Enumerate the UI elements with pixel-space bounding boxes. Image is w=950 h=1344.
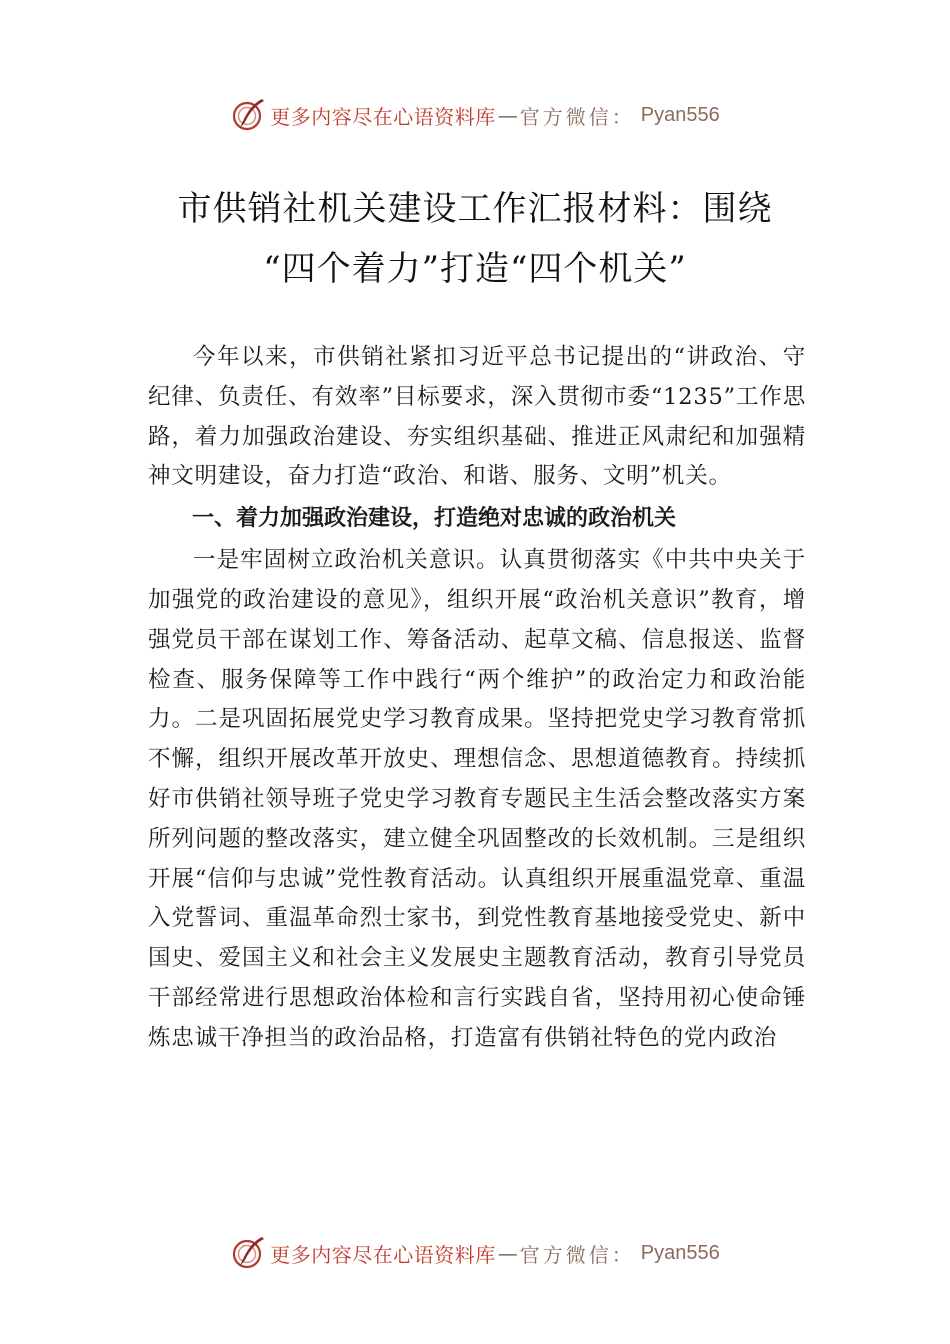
watermark-account: Pyan556 [640, 103, 720, 126]
document-title-line1: 市供销社机关建设工作汇报材料：围绕 [177, 189, 773, 229]
watermark-banner-top [0, 95, 950, 135]
section1-paragraph: 一是牢固树立政治机关意识。认真贯彻落实《中共中央关于加强党的政治建设的意见》，组织开展“政治机关意识”教育，增强党员干部在谋划工作、筹备活动、起草文稿、信息报送、监督检查、服务保障等工作中践行“两个维护”的政治定力和政治能力。二是巩固拓展党史学习教育成果。坚持把党史学习教育常抓不懈，组织开展改革开放史、理想信念、思想道德教育。持续抓好市供销社领导班子党史学习教育专题民主生活会整改落实方案所列问题的整改落实，建立健全巩固整改的长效机制。三是组织开展“信仰与忠诚”党性教育活动。认真组织开展重温党章、重温入党誓词、重温革命烈士家书，到党性教育基地接受党史、新中国史、爱国主义和社会主义发展史主题教育活动，教育引导党员干部经常进行思想政治体检和言行实践自省，坚持用初心使命锤炼忠诚干净担当的政治品格，打造富有供销社特色的党内政治 [148, 547, 806, 1051]
intro-paragraph: 今年以来，市供销社紧扣习近平总书记提出的“讲政治、守纪律、负责任、有效率”目标要求，深入贯彻市委“1235”工作思路，着力加强政治建设、夯实组织基础、推进正风肃纪和加强精神文明建设，奋力打造“政治、和谐、服务、文明”机关。 [148, 344, 806, 490]
watermark-grey-text: 官方微信： [519, 1242, 635, 1267]
document-body [148, 338, 806, 1059]
quill-logo-icon [230, 1235, 266, 1271]
watermark-separator: — [497, 1241, 518, 1265]
watermark-account: Pyan556 [640, 1241, 720, 1264]
watermark-grey-text: 官方微信： [519, 104, 635, 129]
watermark-separator: — [497, 103, 518, 127]
quill-logo-icon [230, 97, 266, 133]
section1-heading: 一、着力加强政治建设，打造绝对忠诚的政治机关 [192, 506, 677, 532]
watermark-red-text: 更多内容尽在心语资料库 [270, 104, 496, 129]
watermark-red-text: 更多内容尽在心语资料库 [270, 1242, 496, 1267]
watermark-banner-bottom [0, 1233, 950, 1273]
document-title-line2: “四个着力”打造“四个机关” [263, 249, 687, 289]
